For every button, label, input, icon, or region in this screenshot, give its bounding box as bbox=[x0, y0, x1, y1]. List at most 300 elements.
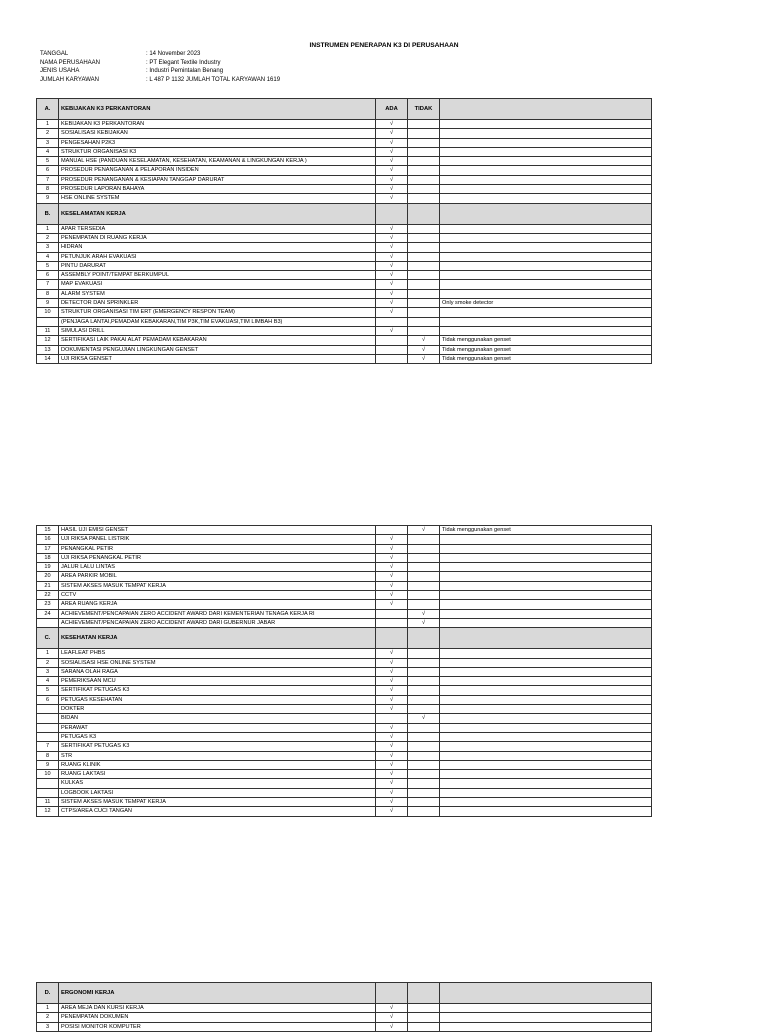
row-description: POSISI MONITOR KOMPUTER bbox=[59, 1022, 376, 1031]
ada-cell bbox=[376, 345, 408, 354]
table-row bbox=[37, 600, 652, 609]
table-row bbox=[37, 345, 652, 354]
row-description: KULKAS bbox=[59, 779, 376, 788]
ada-cell bbox=[376, 354, 408, 363]
note-cell bbox=[440, 723, 652, 732]
table-row bbox=[37, 742, 652, 751]
row-number: 11 bbox=[37, 326, 59, 335]
row-number: D. bbox=[37, 983, 59, 1004]
note-cell bbox=[440, 194, 652, 203]
note-cell bbox=[440, 572, 652, 581]
ada-cell: √ bbox=[376, 779, 408, 788]
ada-cell: √ bbox=[376, 732, 408, 741]
tidak-cell bbox=[408, 581, 440, 590]
tidak-cell bbox=[408, 185, 440, 194]
row-description: PETUGAS KESEHATAN bbox=[59, 695, 376, 704]
section-header-row bbox=[37, 99, 652, 120]
note-cell bbox=[440, 280, 652, 289]
row-number: 15 bbox=[37, 526, 59, 535]
table-row bbox=[37, 770, 652, 779]
table-row bbox=[37, 336, 652, 345]
ada-cell: √ bbox=[376, 185, 408, 194]
table-row bbox=[37, 1022, 652, 1031]
row-description: SOSIALISASI KEBIJAKAN bbox=[59, 129, 376, 138]
ada-cell: √ bbox=[376, 175, 408, 184]
ada-cell: √ bbox=[376, 280, 408, 289]
tidak-cell bbox=[408, 686, 440, 695]
tidak-cell: √ bbox=[408, 354, 440, 363]
ada-cell bbox=[376, 609, 408, 618]
row-number: A. bbox=[37, 99, 59, 120]
ada-cell: √ bbox=[376, 120, 408, 129]
tidak-cell bbox=[408, 261, 440, 270]
ada-cell bbox=[376, 203, 408, 224]
row-number: 1 bbox=[37, 224, 59, 233]
table-row bbox=[37, 705, 652, 714]
tidak-cell bbox=[408, 983, 440, 1004]
tidak-cell bbox=[408, 271, 440, 280]
tidak-cell bbox=[408, 535, 440, 544]
tidak-cell bbox=[408, 723, 440, 732]
table-row bbox=[37, 166, 652, 175]
tidak-cell bbox=[408, 572, 440, 581]
table-row bbox=[37, 129, 652, 138]
ada-cell: √ bbox=[376, 1004, 408, 1013]
row-description: PEMERIKSAAN MCU bbox=[59, 677, 376, 686]
row-description: ALARM SYSTEM bbox=[59, 289, 376, 298]
note-cell bbox=[440, 714, 652, 723]
note-cell bbox=[440, 591, 652, 600]
note-cell bbox=[440, 252, 652, 261]
info-label: JUMLAH KARYAWAN bbox=[40, 76, 100, 83]
tidak-cell bbox=[408, 807, 440, 816]
row-description: PETUGAS K3 bbox=[59, 732, 376, 741]
table-row bbox=[37, 807, 652, 816]
ada-cell: √ bbox=[376, 544, 408, 553]
header-info bbox=[40, 50, 440, 90]
table-row bbox=[37, 667, 652, 676]
tidak-cell bbox=[408, 1004, 440, 1013]
tidak-cell bbox=[408, 760, 440, 769]
tidak-cell bbox=[408, 203, 440, 224]
ada-cell: √ bbox=[376, 807, 408, 816]
table-row bbox=[37, 714, 652, 723]
ada-cell: √ bbox=[376, 686, 408, 695]
ada-cell: √ bbox=[376, 129, 408, 138]
row-number: 5 bbox=[37, 157, 59, 166]
ada-cell: √ bbox=[376, 572, 408, 581]
row-number: 9 bbox=[37, 760, 59, 769]
tidak-cell bbox=[408, 129, 440, 138]
note-cell bbox=[440, 120, 652, 129]
row-number: 18 bbox=[37, 553, 59, 562]
tidak-cell bbox=[408, 667, 440, 676]
ada-cell: √ bbox=[376, 299, 408, 308]
row-number bbox=[37, 779, 59, 788]
tidak-cell bbox=[408, 233, 440, 242]
row-description: ACHIEVEMENT/PENCAPAIAN ZERO ACCIDENT AWARD DARI GUBERNUR JABAR bbox=[59, 618, 376, 627]
row-number: 12 bbox=[37, 336, 59, 345]
row-number: 17 bbox=[37, 544, 59, 553]
note-cell bbox=[440, 742, 652, 751]
ada-cell: √ bbox=[376, 677, 408, 686]
ada-cell: √ bbox=[376, 233, 408, 242]
note-cell bbox=[440, 705, 652, 714]
note-cell bbox=[440, 563, 652, 572]
checklist-table bbox=[36, 98, 652, 364]
note-cell bbox=[440, 289, 652, 298]
tidak-cell bbox=[408, 175, 440, 184]
table-row bbox=[37, 686, 652, 695]
ada-cell: √ bbox=[376, 798, 408, 807]
ada-cell: √ bbox=[376, 326, 408, 335]
note-cell bbox=[440, 138, 652, 147]
tidak-cell bbox=[408, 157, 440, 166]
ada-cell bbox=[376, 526, 408, 535]
table-row bbox=[37, 544, 652, 553]
ada-cell: √ bbox=[376, 742, 408, 751]
row-number: B. bbox=[37, 203, 59, 224]
tidak-cell bbox=[408, 289, 440, 298]
tidak-cell: √ bbox=[408, 336, 440, 345]
note-cell bbox=[440, 760, 652, 769]
row-number: 2 bbox=[37, 1013, 59, 1022]
table-row bbox=[37, 194, 652, 203]
note-cell bbox=[440, 732, 652, 741]
row-description: APAR TERSEDIA bbox=[59, 224, 376, 233]
tidak-cell bbox=[408, 317, 440, 326]
note-cell bbox=[440, 129, 652, 138]
row-number: 23 bbox=[37, 600, 59, 609]
ada-cell: √ bbox=[376, 760, 408, 769]
row-number bbox=[37, 788, 59, 797]
table-row bbox=[37, 280, 652, 289]
table-row bbox=[37, 798, 652, 807]
row-description: AREA RUANG KERJA bbox=[59, 600, 376, 609]
row-number: 16 bbox=[37, 535, 59, 544]
row-number: 6 bbox=[37, 271, 59, 280]
row-description: SERTIFIKASI LAIK PAKAI ALAT PEMADAM KEBAKARAN bbox=[59, 336, 376, 345]
table-row bbox=[37, 677, 652, 686]
note-cell bbox=[440, 203, 652, 224]
row-description: SISTEM AKSES MASUK TEMPAT KERJA bbox=[59, 798, 376, 807]
row-number: 8 bbox=[37, 289, 59, 298]
note-cell bbox=[440, 166, 652, 175]
tidak-cell bbox=[408, 299, 440, 308]
row-description: BIDAN bbox=[59, 714, 376, 723]
ada-cell: √ bbox=[376, 289, 408, 298]
ada-cell: √ bbox=[376, 553, 408, 562]
tidak-cell bbox=[408, 252, 440, 261]
row-number: 19 bbox=[37, 563, 59, 572]
tidak-cell: TIDAK bbox=[408, 99, 440, 120]
row-number: 9 bbox=[37, 194, 59, 203]
note-cell bbox=[440, 695, 652, 704]
table-row bbox=[37, 175, 652, 184]
row-number: 6 bbox=[37, 166, 59, 175]
note-cell bbox=[440, 807, 652, 816]
row-number: 2 bbox=[37, 129, 59, 138]
row-number bbox=[37, 723, 59, 732]
table-row bbox=[37, 526, 652, 535]
note-cell: Tidak menggunakan genset bbox=[440, 345, 652, 354]
note-cell bbox=[440, 544, 652, 553]
row-description: HASIL UJI EMISI GENSET bbox=[59, 526, 376, 535]
row-description: RUANG KLINIK bbox=[59, 760, 376, 769]
tidak-cell bbox=[408, 779, 440, 788]
row-number: 10 bbox=[37, 308, 59, 317]
note-cell bbox=[440, 326, 652, 335]
row-description: KESELAMATAN KERJA bbox=[59, 203, 376, 224]
ada-cell: √ bbox=[376, 271, 408, 280]
note-cell bbox=[440, 667, 652, 676]
note-cell bbox=[440, 609, 652, 618]
table-row bbox=[37, 243, 652, 252]
note-cell bbox=[440, 243, 652, 252]
ada-cell: √ bbox=[376, 261, 408, 270]
table-row bbox=[37, 157, 652, 166]
ada-cell: √ bbox=[376, 308, 408, 317]
row-description: ASSEMBLY POINT/TEMPAT BERKUMPUL bbox=[59, 271, 376, 280]
row-description: LEAFLEAT PHBS bbox=[59, 649, 376, 658]
table-row bbox=[37, 658, 652, 667]
tidak-cell bbox=[408, 705, 440, 714]
row-description: STR bbox=[59, 751, 376, 760]
ada-cell: √ bbox=[376, 535, 408, 544]
tidak-cell bbox=[408, 120, 440, 129]
row-number: 1 bbox=[37, 120, 59, 129]
note-cell bbox=[440, 779, 652, 788]
checklist-table bbox=[36, 525, 652, 817]
row-number: 21 bbox=[37, 581, 59, 590]
ada-cell: √ bbox=[376, 224, 408, 233]
row-number: 4 bbox=[37, 677, 59, 686]
ada-cell: √ bbox=[376, 1013, 408, 1022]
row-description: PETUNJUK ARAH EVAKUASI bbox=[59, 252, 376, 261]
section-header-row bbox=[37, 203, 652, 224]
table-row bbox=[37, 224, 652, 233]
row-number: 4 bbox=[37, 252, 59, 261]
table-row bbox=[37, 751, 652, 760]
row-number: 9 bbox=[37, 299, 59, 308]
tidak-cell bbox=[408, 658, 440, 667]
tidak-cell bbox=[408, 770, 440, 779]
note-cell bbox=[440, 271, 652, 280]
note-cell bbox=[440, 751, 652, 760]
row-number: 24 bbox=[37, 609, 59, 618]
tidak-cell bbox=[408, 308, 440, 317]
note-cell bbox=[440, 628, 652, 649]
row-description: SIMULASI DRILL bbox=[59, 326, 376, 335]
note-cell bbox=[440, 1013, 652, 1022]
row-description: PENGESAHAN P2K3 bbox=[59, 138, 376, 147]
note-cell bbox=[440, 99, 652, 120]
row-description: HIDRAN bbox=[59, 243, 376, 252]
row-description: UJI RIKSA GENSET bbox=[59, 354, 376, 363]
tidak-cell bbox=[408, 798, 440, 807]
table-row bbox=[37, 138, 652, 147]
row-description: (PENJAGA LANTAI,PEMADAM KEBAKARAN,TIM P3K,TIM EVAKUASI,TIM LIMBAH B3) bbox=[59, 317, 376, 326]
ada-cell: √ bbox=[376, 658, 408, 667]
tidak-cell bbox=[408, 677, 440, 686]
row-number bbox=[37, 732, 59, 741]
row-description: PENEMPATAN DOKUMEN bbox=[59, 1013, 376, 1022]
row-number bbox=[37, 705, 59, 714]
table-row bbox=[37, 779, 652, 788]
tidak-cell bbox=[408, 544, 440, 553]
table-row bbox=[37, 760, 652, 769]
ada-cell bbox=[376, 714, 408, 723]
row-description: STRUKTUR ORGANISASI TIM ERT (EMERGENCY RESPON TEAM) bbox=[59, 308, 376, 317]
ada-cell: √ bbox=[376, 252, 408, 261]
row-description: SARANA OLAH RAGA bbox=[59, 667, 376, 676]
ada-cell: √ bbox=[376, 563, 408, 572]
row-description: PROSEDUR PENANGANAN & PELAPORAN INSIDEN bbox=[59, 166, 376, 175]
note-cell bbox=[440, 581, 652, 590]
ada-cell: √ bbox=[376, 695, 408, 704]
row-number: 10 bbox=[37, 770, 59, 779]
note-cell bbox=[440, 649, 652, 658]
tidak-cell bbox=[408, 732, 440, 741]
ada-cell: √ bbox=[376, 751, 408, 760]
row-number: 3 bbox=[37, 667, 59, 676]
ada-cell: √ bbox=[376, 600, 408, 609]
tidak-cell: √ bbox=[408, 609, 440, 618]
row-description: UJI RIKSA PENANGKAL PETIR bbox=[59, 553, 376, 562]
ada-cell: √ bbox=[376, 243, 408, 252]
note-cell bbox=[440, 175, 652, 184]
table-row bbox=[37, 609, 652, 618]
row-number: 3 bbox=[37, 138, 59, 147]
row-description: MAP EVAKUASI bbox=[59, 280, 376, 289]
info-value: : PT Elegant Textile Industry bbox=[146, 59, 221, 66]
row-number: 13 bbox=[37, 345, 59, 354]
tidak-cell bbox=[408, 751, 440, 760]
tidak-cell bbox=[408, 628, 440, 649]
row-number: 2 bbox=[37, 233, 59, 242]
tidak-cell: √ bbox=[408, 345, 440, 354]
table-row bbox=[37, 326, 652, 335]
row-number: 22 bbox=[37, 591, 59, 600]
row-description: KEBIJAKAN K3 PERKANTORAN bbox=[59, 120, 376, 129]
table-row bbox=[37, 535, 652, 544]
ada-cell: √ bbox=[376, 138, 408, 147]
tidak-cell bbox=[408, 553, 440, 562]
ada-cell: √ bbox=[376, 157, 408, 166]
table-row bbox=[37, 147, 652, 156]
row-description: JALUR LALU LINTAS bbox=[59, 563, 376, 572]
tidak-cell bbox=[408, 1022, 440, 1031]
row-number: 5 bbox=[37, 261, 59, 270]
row-description: CCTV bbox=[59, 591, 376, 600]
table-row bbox=[37, 261, 652, 270]
note-cell: Tidak menggunakan genset bbox=[440, 336, 652, 345]
ada-cell bbox=[376, 317, 408, 326]
note-cell bbox=[440, 600, 652, 609]
ada-cell: √ bbox=[376, 591, 408, 600]
table-row bbox=[37, 563, 652, 572]
row-description: SERTIFIKAT PETUGAS K3 bbox=[59, 742, 376, 751]
note-cell bbox=[440, 788, 652, 797]
info-label: NAMA PERUSAHAAN bbox=[40, 59, 101, 66]
row-number: 2 bbox=[37, 658, 59, 667]
row-description: PROSEDUR LAPORAN BAHAYA bbox=[59, 185, 376, 194]
note-cell bbox=[440, 157, 652, 166]
table-row bbox=[37, 1013, 652, 1022]
tidak-cell: √ bbox=[408, 714, 440, 723]
table-row bbox=[37, 317, 652, 326]
row-number bbox=[37, 317, 59, 326]
table-row bbox=[37, 252, 652, 261]
row-number: 7 bbox=[37, 175, 59, 184]
table-row bbox=[37, 581, 652, 590]
info-value: : Industri Pemintalan Benang bbox=[146, 68, 224, 75]
ada-cell: √ bbox=[376, 667, 408, 676]
note-cell bbox=[440, 147, 652, 156]
tidak-cell bbox=[408, 649, 440, 658]
row-number: 20 bbox=[37, 572, 59, 581]
row-number: 1 bbox=[37, 1004, 59, 1013]
note-cell: Only smoke detector bbox=[440, 299, 652, 308]
info-value: : 14 November 2023 bbox=[146, 51, 201, 57]
ada-cell: √ bbox=[376, 194, 408, 203]
tidak-cell bbox=[408, 224, 440, 233]
page-title: INSTRUMEN PENERAPAN K3 DI PERUSAHAAN bbox=[309, 42, 459, 49]
tidak-cell bbox=[408, 591, 440, 600]
note-cell bbox=[440, 658, 652, 667]
row-number bbox=[37, 714, 59, 723]
row-number: 11 bbox=[37, 798, 59, 807]
info-label: JENIS USAHA bbox=[40, 68, 80, 75]
row-number: 8 bbox=[37, 185, 59, 194]
table-row bbox=[37, 553, 652, 562]
tidak-cell: √ bbox=[408, 526, 440, 535]
note-cell bbox=[440, 308, 652, 317]
table-row bbox=[37, 649, 652, 658]
row-number: 14 bbox=[37, 354, 59, 363]
note-cell: Tidak menggunakan genset bbox=[440, 526, 652, 535]
note-cell bbox=[440, 553, 652, 562]
ada-cell: √ bbox=[376, 581, 408, 590]
note-cell bbox=[440, 677, 652, 686]
row-description: ERGONOMI KERJA bbox=[59, 983, 376, 1004]
table-row bbox=[37, 271, 652, 280]
tidak-cell bbox=[408, 788, 440, 797]
row-description: LOGBOOK LAKTASI bbox=[59, 788, 376, 797]
ada-cell bbox=[376, 336, 408, 345]
note-cell bbox=[440, 233, 652, 242]
tidak-cell bbox=[408, 138, 440, 147]
ada-cell: √ bbox=[376, 166, 408, 175]
tidak-cell bbox=[408, 563, 440, 572]
ada-cell bbox=[376, 628, 408, 649]
tidak-cell bbox=[408, 194, 440, 203]
checklist-table bbox=[36, 982, 652, 1032]
row-number: 8 bbox=[37, 751, 59, 760]
table-row bbox=[37, 120, 652, 129]
row-description: KEBIJAKAN K3 PERKANTORAN bbox=[59, 99, 376, 120]
tidak-cell bbox=[408, 1013, 440, 1022]
table-row bbox=[37, 233, 652, 242]
tidak-cell bbox=[408, 280, 440, 289]
row-number: 5 bbox=[37, 686, 59, 695]
row-number bbox=[37, 618, 59, 627]
note-cell bbox=[440, 535, 652, 544]
table-row bbox=[37, 299, 652, 308]
ada-cell: √ bbox=[376, 770, 408, 779]
tidak-cell bbox=[408, 600, 440, 609]
table-row bbox=[37, 289, 652, 298]
